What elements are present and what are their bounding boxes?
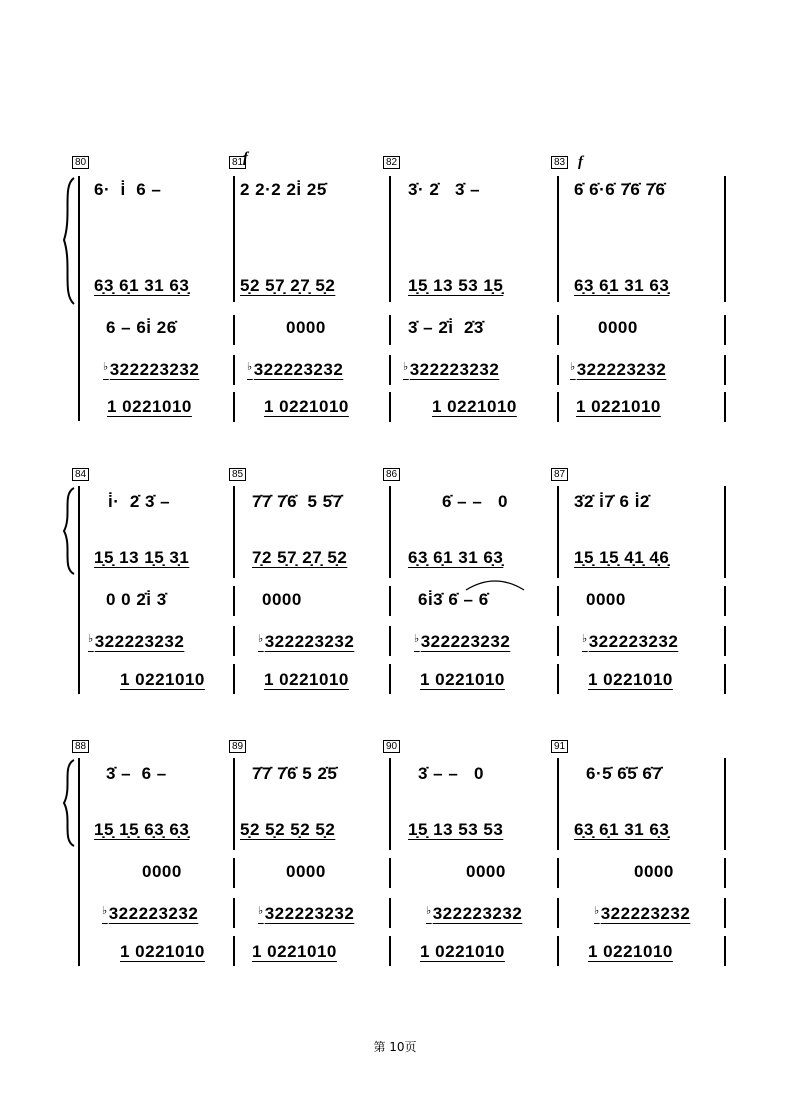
barline [557,176,559,302]
barline [389,486,391,578]
barline [724,898,726,928]
barline [233,586,235,616]
flat-icon: ♭ [258,633,264,645]
barline [557,586,559,616]
barline [389,355,391,385]
notation-cell: 6̣3̣ 6̣1 31 6̣3̣ [94,276,190,295]
flat-icon: ♭ [570,361,576,373]
notation-cell: ♭322223232 [414,632,511,651]
flat-icon: ♭ [88,633,94,645]
barline [557,392,559,422]
notation-cell: 3̇ – 2̇i̇ 2̇3̇ [408,318,484,337]
barline [557,664,559,694]
barline [557,758,559,850]
barline [233,626,235,656]
barline [389,626,391,656]
measure-number: 89 [229,740,246,753]
barline [233,315,235,345]
barline [233,176,235,302]
notation-cell: ♭322223232 [258,904,355,923]
measure-number: 86 [383,468,400,481]
notation-cell: ♭322223232 [103,360,200,379]
barline [389,176,391,302]
flat-icon: ♭ [247,361,253,373]
barline [724,176,726,302]
notation-cell: 3̇ – – 0 [418,764,484,783]
flat-icon: ♭ [102,905,108,917]
barline [233,664,235,694]
barline [724,858,726,888]
barline [389,936,391,966]
barline [389,858,391,888]
notation-cell: 7̇7̇ 7̇6̇ 5 5̇7̇ [252,492,343,511]
notation-cell: 1̣5̣ 13 1̣5̣ 3̣1 [94,548,190,567]
barline [724,664,726,694]
measure-number: 85 [229,468,246,481]
barline [233,758,235,850]
barline [233,858,235,888]
notation-cell: 0000 [286,862,326,881]
notation-cell: 1 0221010 [120,942,205,961]
notation-cell: 1 0221010 [252,942,337,961]
barline [233,355,235,385]
flat-icon: ♭ [258,905,264,917]
barline [557,626,559,656]
notation-cell: 1 0221010 [420,942,505,961]
barline [557,936,559,966]
barline [724,355,726,385]
brace-icon [60,176,76,306]
measure-number: 87 [551,468,568,481]
measure-number: 84 [72,468,89,481]
notation-cell: ♭322223232 [426,904,523,923]
notation-cell: 0000 [262,590,302,609]
barline [389,392,391,422]
barline [557,315,559,345]
notation-cell: 6̣3̣ 6̣1 31 6̣3̣ [574,820,670,839]
page-number: 第 10页 [373,1040,417,1054]
dynamic-marking: f [243,150,248,166]
barline [389,898,391,928]
barline [233,486,235,578]
barline [233,898,235,928]
notation-cell: 6̇ 6̇·6̇ 7̇6̇ 7̇6̇ [574,180,666,199]
barline [389,586,391,616]
flat-icon: ♭ [103,361,109,373]
barline [724,586,726,616]
system-start-line [78,176,80,421]
notation-cell: 1 0221010 [588,670,673,689]
notation-cell: 1̣5̣ 1̣5̣ 6̣3̣ 6̣3̣ [94,820,190,839]
notation-cell: 0000 [598,318,638,337]
measure-number: 88 [72,740,89,753]
barline [557,355,559,385]
barline [724,626,726,656]
measure-number: 91 [551,740,568,753]
notation-cell: 0000 [634,862,674,881]
notation-cell: 6̣3̣ 6̣1 31 6̣3̣ [574,276,670,295]
barline [557,898,559,928]
notation-cell: 7̣2 5̣7̣ 2̣7̣ 5̣2 [252,548,348,567]
barline [557,858,559,888]
notation-cell: 1 0221010 [432,397,517,416]
barline [724,936,726,966]
notation-cell: 1̣5̣ 13 53 1̣5̣ [408,276,504,295]
notation-cell: 3̇· 2̇ 3̇ – [408,180,481,199]
notation-cell: 7̇7̇ 7̇6̇ 5 2̇5̇ [252,764,338,783]
notation-cell: 6 – 6i̇ 26̇ [106,318,177,337]
barline [389,664,391,694]
notation-cell: 1 0221010 [588,942,673,961]
notation-cell: 1 0221010 [264,670,349,689]
notation-cell: 1 0221010 [107,397,192,416]
barline [233,392,235,422]
notation-cell: 1̣5̣ 13 53 53 [408,820,504,839]
notation-cell: 0000 [466,862,506,881]
measure-number: 90 [383,740,400,753]
notation-cell: 1 0221010 [264,397,349,416]
flat-icon: ♭ [403,361,409,373]
flat-icon: ♭ [426,905,432,917]
flat-icon: ♭ [594,905,600,917]
notation-cell: 2 2·2 2i̇ 25̇ [240,180,327,199]
brace-icon [60,758,76,848]
barline [233,936,235,966]
notation-cell: 0000 [142,862,182,881]
notation-cell: 3̇2̇ i̇7̇ 6 i̇2̇ [574,492,650,511]
notation-cell: ♭322223232 [88,632,185,651]
notation-cell: 0000 [586,590,626,609]
barline [724,758,726,850]
notation-cell: 6· i̇ 6 – [94,180,162,199]
measure-number: 80 [72,156,89,169]
flat-icon: ♭ [582,633,588,645]
notation-cell: 1 0221010 [576,397,661,416]
notation-cell: 6̣3̣ 6̣1 31 6̣3̣ [408,548,504,567]
flat-icon: ♭ [414,633,420,645]
barline [724,486,726,578]
notation-cell: ♭322223232 [102,904,199,923]
notation-cell: ♭322223232 [570,360,667,379]
system-start-line [78,758,80,966]
measure-number: 82 [383,156,400,169]
notation-cell: 5̣2 5̣7̣ 2̣7̣ 5̣2 [240,276,336,295]
notation-cell: 6̇ – – 0 [442,492,508,511]
notation-cell: 0000 [286,318,326,337]
notation-cell: ♭322223232 [403,360,500,379]
measure-number: 83 [551,156,568,169]
barline [389,758,391,850]
brace-icon [60,486,76,576]
notation-cell: 0 0 2̇i̇ 3̇ [106,590,167,609]
system-start-line [78,486,80,694]
notation-cell: ♭322223232 [247,360,344,379]
notation-cell: ♭322223232 [594,904,691,923]
notation-cell: 6·5̇ 6̇5̇ 6̇7̇ [586,764,663,783]
notation-cell: ♭322223232 [582,632,679,651]
barline [389,315,391,345]
barline [724,315,726,345]
notation-cell: i̇· 2̇ 3̇ – [108,492,171,511]
barline [557,486,559,578]
notation-cell: 1̣5̣ 1̣5̣ 4̣1̣ 4̣6̣ [574,548,670,567]
notation-cell: 6i̇3̇ 6̇ – 6̇ [418,590,489,609]
notation-cell: ♭322223232 [258,632,355,651]
notation-cell: 3̇ – 6 – [106,764,167,783]
notation-cell: 1 0221010 [420,670,505,689]
measure-number: 81 [229,156,246,169]
barline [724,392,726,422]
notation-cell: 1 0221010 [120,670,205,689]
tie-icon [464,576,526,592]
dynamic-marking: f [578,154,583,170]
notation-cell: 5̣2 5̣2 5̣2 5̣2 [240,820,336,839]
